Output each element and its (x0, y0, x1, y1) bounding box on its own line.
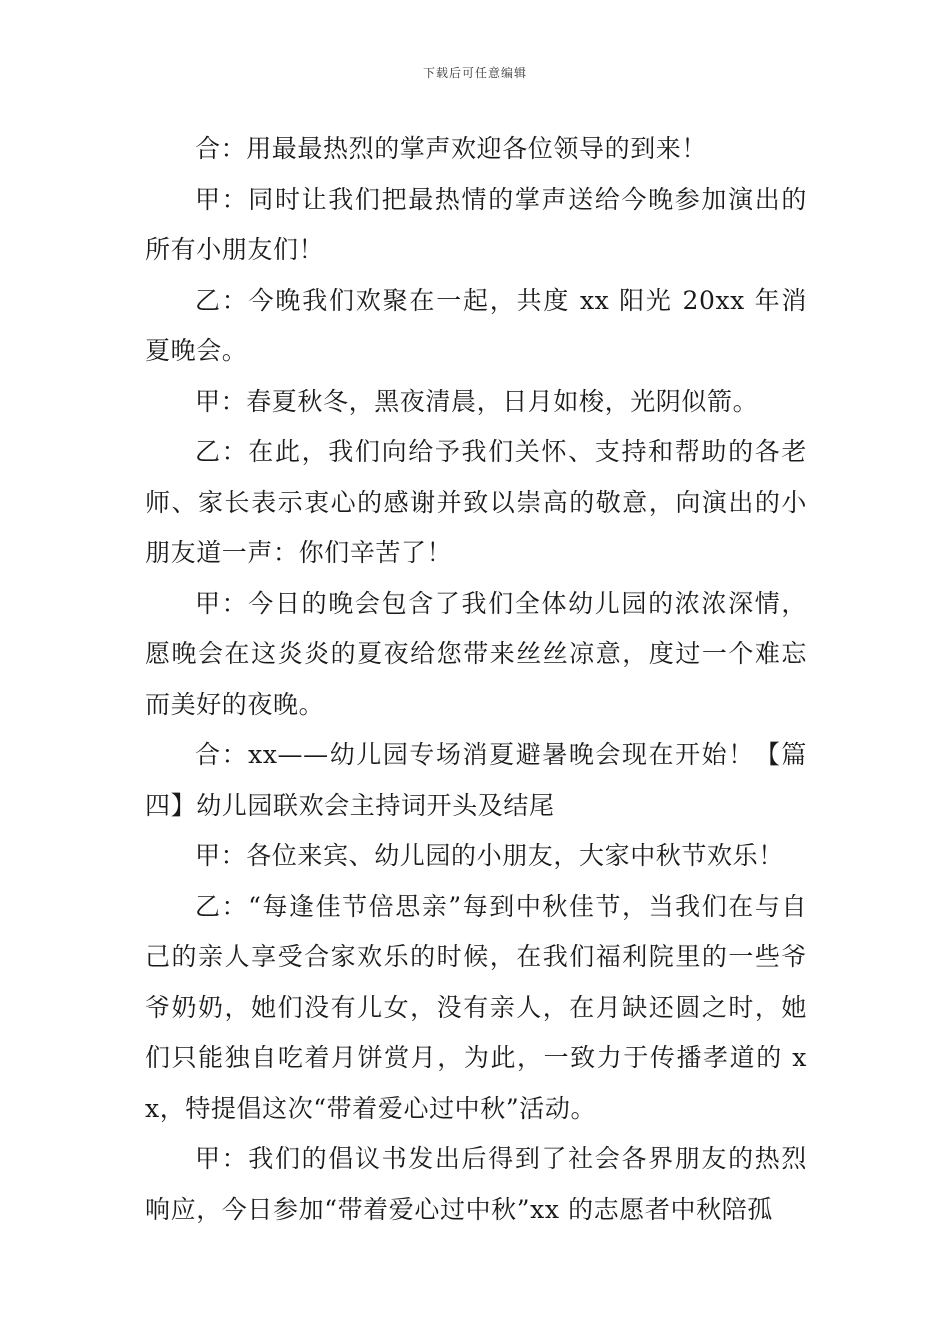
paragraph: 甲：同时让我们把最热情的掌声送给今晚参加演出的所有小朋友们！ (145, 184, 807, 264)
paragraph: 合：xx——幼儿园专场消夏避暑晚会现在开始！【篇四】幼儿园联欢会主持词开头及结尾 (145, 740, 807, 820)
paragraph: 甲：春夏秋冬，黑夜清晨，日月如梭，光阴似箭。 (195, 386, 759, 416)
paragraph: 乙：今晚我们欢聚在一起，共度 xx 阳光 20xx 年消夏晚会。 (145, 285, 807, 365)
document-body (145, 124, 807, 1235)
paragraph: 合：用最最热烈的掌声欢迎各位领导的到来！ (195, 134, 708, 163)
paragraph: 甲：各位来宾、幼儿园的小朋友，大家中秋节欢乐！ (195, 841, 784, 870)
page-header: 下载后可任意编辑 (422, 66, 527, 80)
paragraph: 甲：今日的晚会包含了我们全体幼儿园的浓浓深情，愿晚会在这炎炎的夏夜给您带来丝丝凉意，度过一个难忘而美好的夜晚。 (145, 588, 807, 719)
paragraph: 乙：在此，我们向给予我们关怀、支持和帮助的各老师、家长表示衷心的感谢并致以崇高的敬意，向演出的小朋友道一声：你们辛苦了！ (145, 437, 807, 567)
paragraph: 乙：“每逢佳节倍思亲”每到中秋佳节，当我们在与自己的亲人享受合家欢乐的时候，在我们福利院里的一些爷爷奶奶，她们没有儿女，没有亲人，在月缺还圆之时，她们只能独自吃着月饼赏月，为此，一致力于传播孝道的 xx，特提倡这次“带着爱心过中秋”活动。 (145, 891, 807, 1123)
paragraph: 甲：我们的倡议书发出后得到了社会各界朋友的热烈响应，今日参加“带着爱心过中秋”xx 的志愿者中秋陪孤 (145, 1144, 807, 1224)
